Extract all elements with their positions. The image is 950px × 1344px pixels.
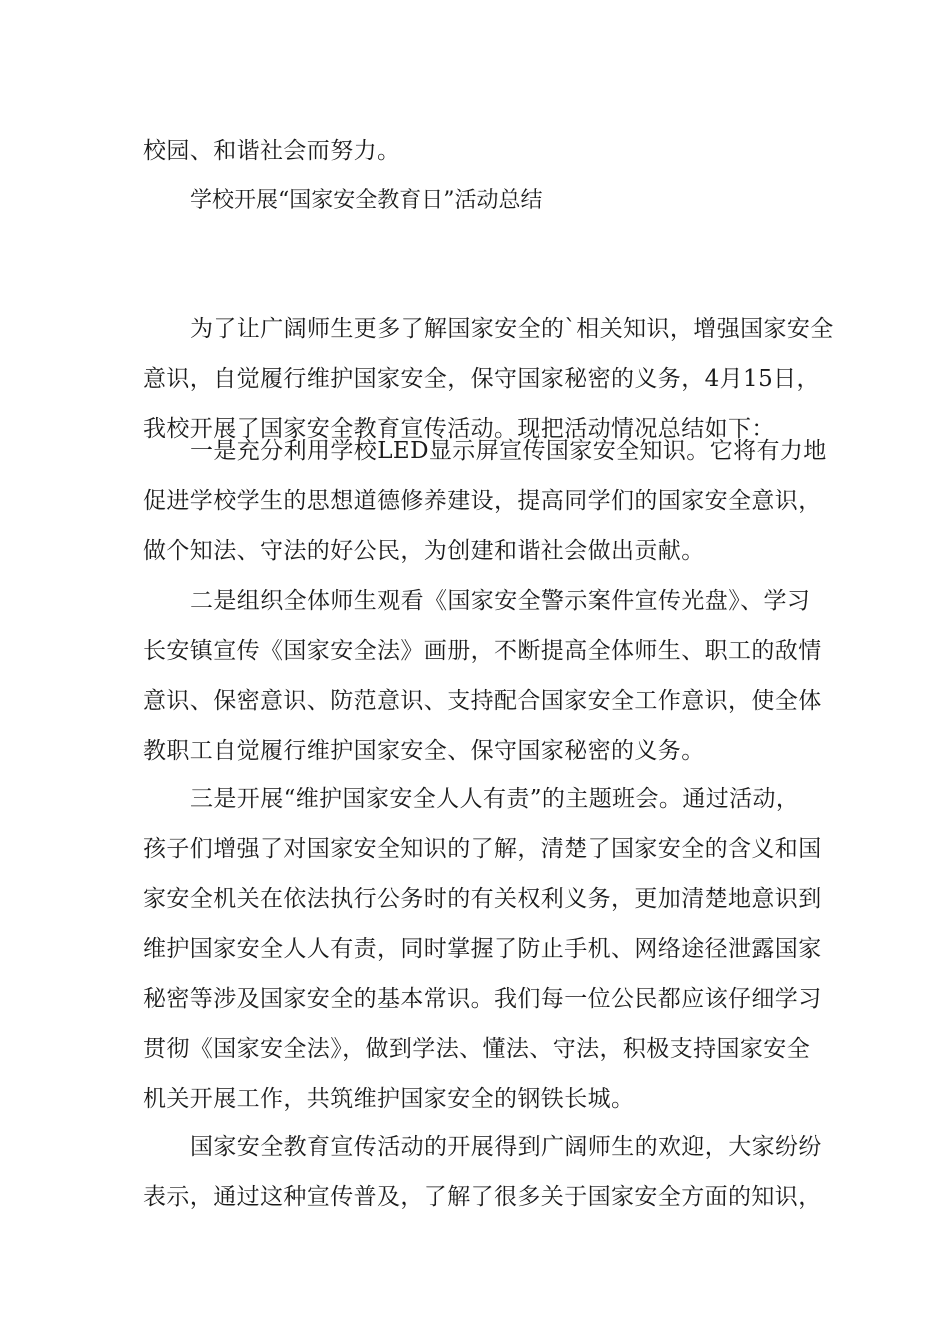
text-line: 我校开展了国家安全教育宣传活动。现把活动情况总结如下：: [143, 416, 775, 442]
text-line: 贯彻《国家安全法》，做到学法、懂法、守法，积极支持国家安全: [143, 1036, 811, 1062]
text-line: 长安镇宣传《国家安全法》画册，不断提高全体师生、职工的敌情: [143, 638, 822, 664]
text-line: 促进学校学生的思想道德修养建设，提高同学们的国家安全意识，: [143, 488, 822, 514]
text-line: 国家安全教育宣传活动的开展得到广阔师生的欢迎，大家纷纷: [190, 1134, 822, 1160]
text-line: 秘密等涉及国家安全的基本常识。我们每一位公民都应该仔细学习: [143, 986, 822, 1012]
text-line: 家安全机关在依法执行公务时的有关权利义务，更加清楚地意识到: [143, 886, 822, 912]
carryover-line: [143, 126, 813, 176]
text-line: 一是充分利用学校LED显示屏宣传国家安全知识。它将有力地: [190, 438, 827, 464]
text-line: 机关开展工作，共筑维护国家安全的钢铁长城。: [143, 1086, 635, 1112]
paragraph-conclusion: [143, 1122, 822, 1222]
paragraph-first-item: [143, 426, 827, 576]
text-line: 做个知法、守法的好公民，为创建和谐社会做出贡献。: [143, 538, 705, 564]
text-line: 表示，通过这种宣传普及，了解了很多关于国家安全方面的知识，: [143, 1184, 822, 1210]
text-line: 教职工自觉履行维护国家安全、保守国家秘密的义务。: [143, 738, 705, 764]
paragraph-second-item: [143, 576, 822, 776]
text-line: 二是组织全体师生观看《国家安全警示案件宣传光盘》、学习: [190, 588, 811, 614]
document-title: 学校开展“国家安全教育日”活动总结: [190, 188, 543, 213]
text-line: 为了让广阔师生更多了解国家安全的`相关知识，增强国家安全: [190, 316, 834, 342]
text-line: 校园、和谐社会而努力。: [143, 138, 401, 164]
paragraph-third-item: [143, 774, 822, 1124]
text-line: 意识，自觉履行维护国家安全，保守国家秘密的义务，4月15日，: [143, 366, 820, 392]
text-line: 意识、保密意识、防范意识、支持配合国家安全工作意识，使全体: [143, 688, 822, 714]
text-line: 三是开展“维护国家安全人人有责”的主题班会。通过活动，: [190, 786, 800, 812]
text-line: 维护国家安全人人有责，同时掌握了防止手机、网络途径泄露国家: [143, 936, 822, 962]
text-line: 孩子们增强了对国家安全知识的了解，清楚了国家安全的含义和国: [143, 836, 822, 862]
